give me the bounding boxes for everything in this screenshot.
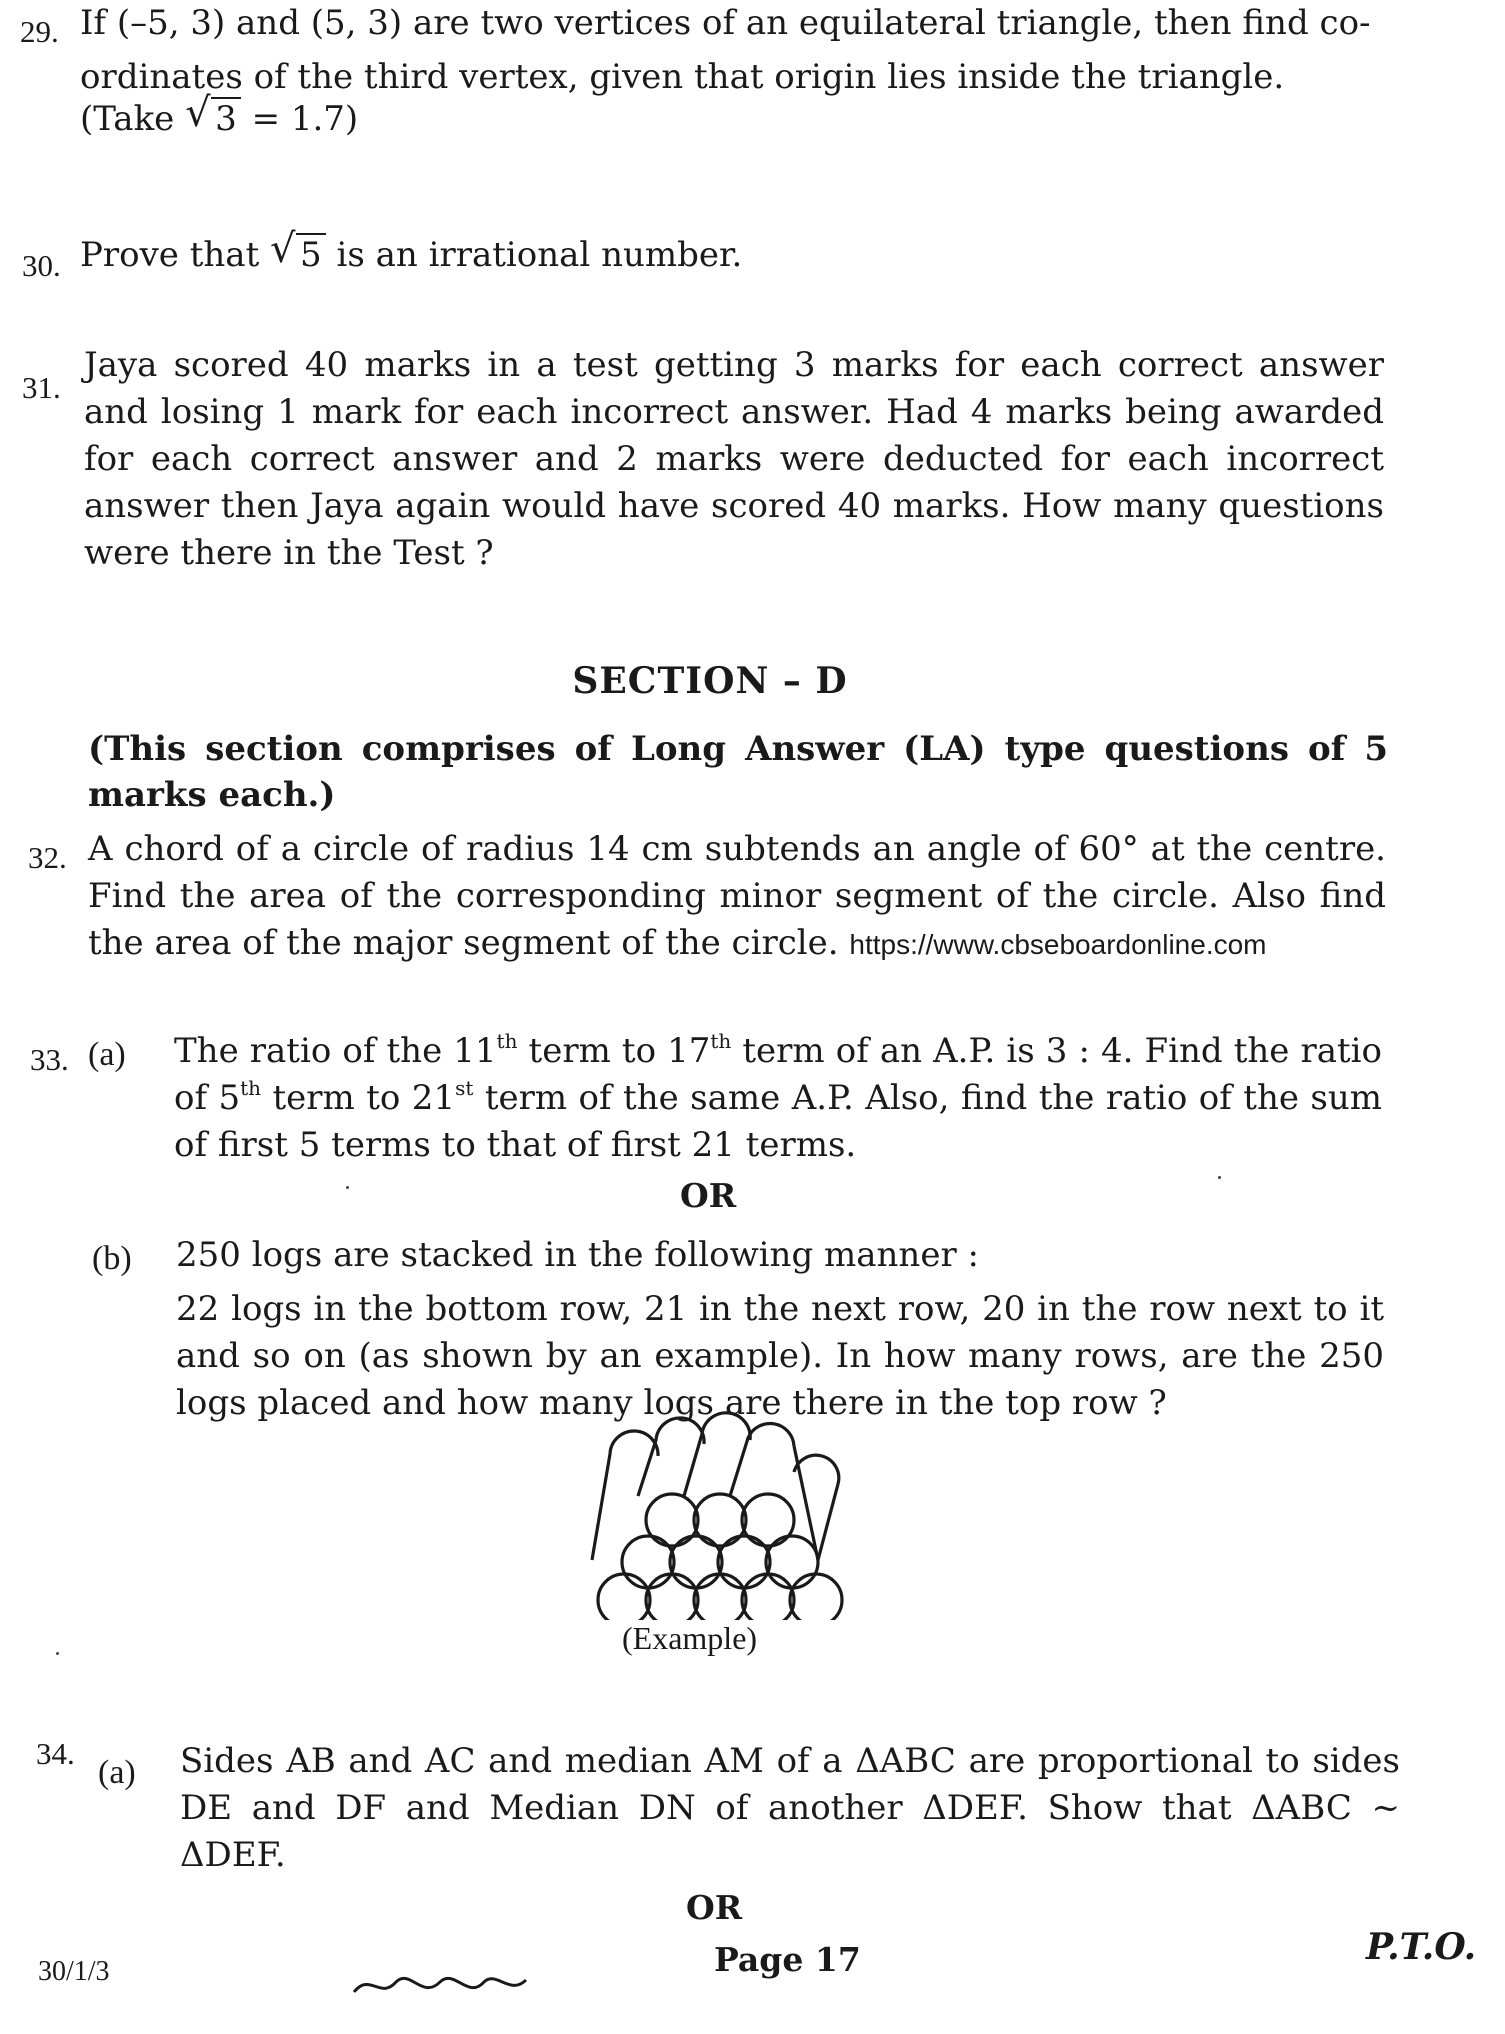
section-instructions: (This section comprises of Long Answer (LA) type questions of 5 marks each.) (88, 729, 1388, 815)
part-label-b: (b) (92, 1240, 132, 1277)
log-end (742, 1574, 794, 1620)
log-end (790, 1574, 842, 1620)
square-root: √ 3 (185, 96, 241, 143)
question-text-line (80, 90, 680, 143)
page-number: Page 17 (714, 1940, 861, 1979)
or-separator: OR (686, 1888, 743, 1927)
question-text (80, 226, 980, 279)
question-text-line: If (–5, 3) and (5, 3) are two vertices of an equilateral triangle, then find co- (80, 3, 1371, 43)
question-text (88, 826, 1386, 968)
question-text-body: A chord of a circle of radius 14 cm subtends an angle of 60° at the centre. Find the area of the corresponding minor segment of the circle. Also find the area of the major segment of the circle. (88, 829, 1386, 963)
log-end (718, 1536, 770, 1588)
question-text-a: Sides AB and AC and median AM of a ΔABC are proportional to sides DE and DF and Median DN of another ΔDEF. Show that ΔABC ~ ΔDEF. (180, 1741, 1400, 1875)
question-text: Jaya scored 40 marks in a test getting 3 marks for each correct answer and losing 1 mark for each incorrect answer. Had 4 marks being awarded for each correct answer and 2 marks were deducted for each incorrect answer then Jaya again would have scored 40 marks. How many questions were there in the Test ? (84, 345, 1384, 573)
question-text-part: is an irrational number. (336, 235, 743, 275)
question-number: 30. (22, 248, 61, 283)
log-end (670, 1536, 722, 1588)
squiggle-mark (350, 1966, 530, 2006)
question-text-b: 22 logs in the bottom row, 21 in the next row, 20 in the row next to it and so on (as shown by an example). In how many rows, are the 250 logs placed and how many logs are there in the top row ? (176, 1289, 1384, 1423)
scan-speck (56, 1652, 59, 1655)
paper-code: 30/1/3 (38, 1956, 110, 1987)
log-end (598, 1574, 650, 1620)
question-number: 31. (22, 370, 61, 405)
scan-speck (346, 1186, 349, 1189)
approximation: = 1.7) (251, 99, 359, 139)
question-number: 33. (30, 1042, 69, 1077)
or-separator: OR (680, 1176, 737, 1215)
please-turn-over: P.T.O. (1366, 1926, 1477, 1968)
square-root: √ 5 (270, 232, 326, 279)
log-end (646, 1574, 698, 1620)
logs-stack-figure (580, 1410, 850, 1620)
log-outline (730, 1423, 794, 1496)
log-end (694, 1574, 746, 1620)
log-outline (592, 1431, 658, 1560)
question-text-part: Prove that (80, 235, 260, 275)
part-label-a: (a) (98, 1754, 136, 1791)
question-number: 29. (20, 14, 59, 49)
question-number: 34. (36, 1736, 75, 1771)
scan-speck (1218, 1176, 1221, 1179)
part-label-a: (a) (88, 1036, 126, 1073)
watermark-url: https://www.cbseboardonline.com (849, 929, 1267, 960)
log-outline (684, 1413, 750, 1496)
section-title: SECTION – D (572, 660, 848, 702)
question-text-a: The ratio of the 11th term to 17th term of an A.P. is 3 : 4. Find the ratio of 5th term to 21st term of the same A.P. Also, find the ratio of the sum of first 5 terms to that of first 21 terms. (174, 1029, 1382, 1165)
take-label: (Take (80, 99, 175, 139)
figure-caption: (Example) (622, 1620, 758, 1656)
log-end (622, 1536, 674, 1588)
question-text-line: ordinates of the third vertex, given that origin lies inside the triangle. (80, 57, 1285, 97)
question-text-b-intro: 250 logs are stacked in the following manner : (176, 1235, 979, 1275)
question-number: 32. (28, 840, 67, 875)
log-end (766, 1536, 818, 1588)
